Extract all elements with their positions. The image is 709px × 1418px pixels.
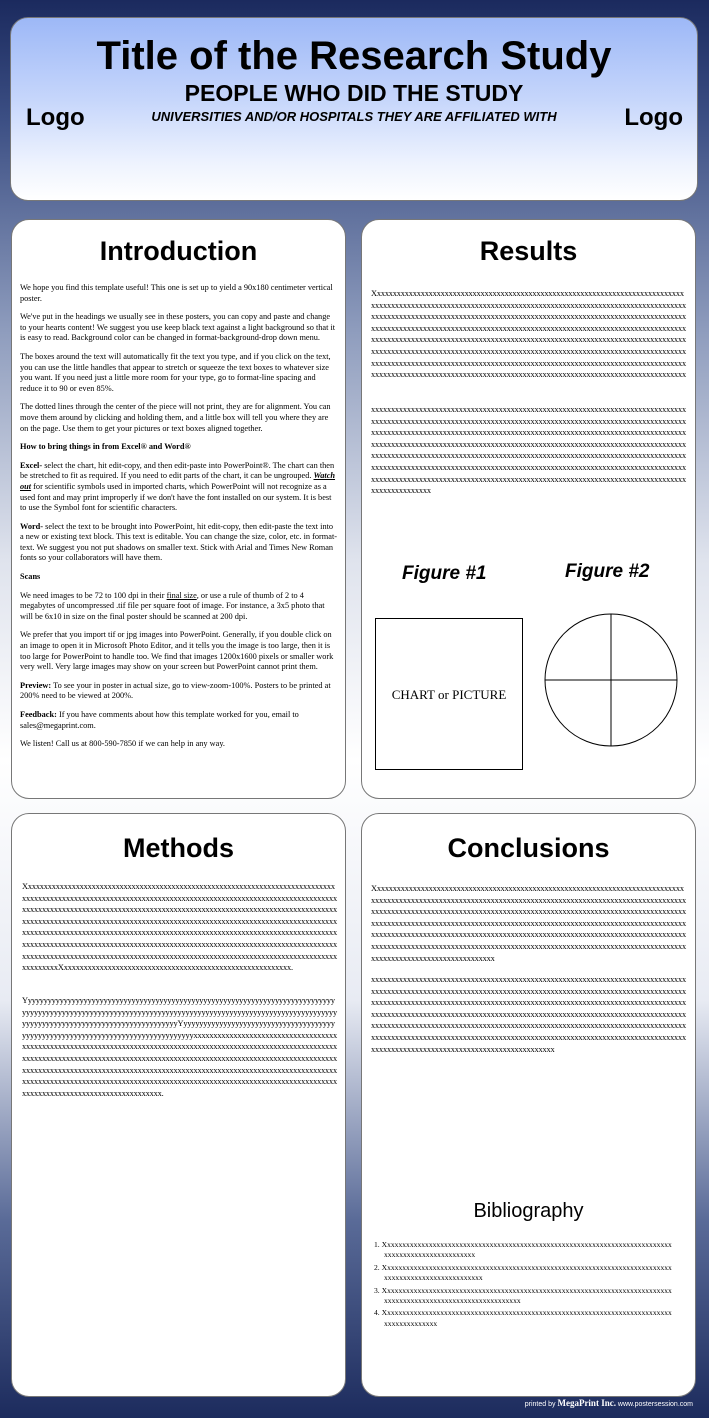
- bibliography-list: [372, 1240, 674, 1331]
- methods-paragraph-2: YyyyyyyyyyyyyyyyyyyyyyyyyyyyyyyyyyyyyyyyyyyyyyyyyyyyyyyyyyyyyyyyyyyyyyyyyyyyyyyyyyyyyyyyyyyyyyyyyyyyyyyyyyyyyyyyyyyyyyyyyyyyyyyyyyyyyyyyyyyyyyyyyyyyyyyyyyyyyyyyyyyyyyyyyyyyyyyyyyyyyyyyyyyyyyyyyyyyYyyyyyyyyyyyyyyyyyyyyyyyyyyyyyyyyyyyyyyyyyyyyyyyyyyyyyyyyyyyyyyyyyyyyyyyyyyyyyyyyyxxxxxxxxxxxxxxxxxxxxxxxxxxxxxxxxxxxxxxxxxxxxxxxxxxxxxxxxxxxxxxxxxxxxxxxxxxxxxxxxxxxxxxxxxxxxxxxxxxxxxxxxxxxxxxxxxxxxxxxxxxxxxxxxxxxxxxxxxxxxxxxxxxxxxxxxxxxxxxxxxxxxxxxxxxxxxxxxxxxxxxxxxxxxxxxxxxxxxxxxxxxxxxxxxxxxxxxxxxxxxxxxxxxxxxxxxxxxxxxxxxxxxxxxxxxxxxxxxxxxxxxxxxxxxxxxxxxxxxxxxxxxxxxxxxxxxxxxxxxxxxxxxxxxxxxxxxxxxxxxxxxxxxxxxxxxxxxxxxxxxxxxxxxxxxxxxxxxxxxxxxxxxxxxxxxxxxxxxxxxxxxxxxx.: [22, 996, 338, 1098]
- introduction-title: Introduction: [99, 236, 258, 266]
- results-title: Results: [479, 236, 578, 266]
- poster-authors: PEOPLE WHO DID THE STUDY: [184, 80, 524, 106]
- preview-text: To see your in poster in actual size, go to view-zoom-100%. Posters to be printed at 200% need to be viewed at 200%.: [20, 680, 331, 701]
- scans-heading: [20, 572, 337, 583]
- conclusions-panel: [361, 813, 696, 1397]
- results-panel: [361, 219, 696, 799]
- feedback-text: If you have comments about how this template worked for you, email to sales@megaprint.com.: [20, 710, 299, 730]
- excel-watch-out: Watch out: [20, 471, 336, 491]
- scans-paragraph: [20, 591, 337, 623]
- excel-paragraph: [20, 461, 337, 514]
- methods-panel: [11, 813, 346, 1397]
- footer-url: www.postersession.com: [617, 1401, 693, 1408]
- preview-paragraph: [20, 681, 337, 702]
- excel-text-a: select the chart, hit edit-copy, and then edit-paste into PowerPoint®. The chart can then be stretched to fit as required. If you need to edit parts of the chart, it can be ungrouped.: [20, 460, 335, 481]
- chart-placeholder-label: CHART or PICTURE: [391, 687, 507, 702]
- bibliography-item: 3. Xxxxxxxxxxxxxxxxxxxxxxxxxxxxxxxxxxxxxxxxxxxxxxxxxxxxxxxxxxxxxxxxxxxxxxxxxxxxxxxxxxxxxxxxxxxxxxxxxxxxxxxxxxxxxxxx: [374, 1285, 672, 1306]
- introduction-panel: [11, 219, 346, 799]
- word-label: Word-: [20, 521, 44, 531]
- conclusions-paragraph-1: Xxxxxxxxxxxxxxxxxxxxxxxxxxxxxxxxxxxxxxxxxxxxxxxxxxxxxxxxxxxxxxxxxxxxxxxxxxxxxxxxxxxxxxxxxxxxxxxxxxxxxxxxxxxxxxxxxxxxxxxxxxxxxxxxxxxxxxxxxxxxxxxxxxxxxxxxxxxxxxxxxxxxxxxxxxxxxxxxxxxxxxxxxxxxxxxxxxxxxxxxxxxxxxxxxxxxxxxxxxxxxxxxxxxxxxxxxxxxxxxxxxxxxxxxxxxxxxxxxxxxxxxxxxxxxxxxxxxxxxxxxxxxxxxxxxxxxxxxxxxxxxxxxxxxxxxxxxxxxxxxxxxxxxxxxxxxxxxxxxxxxxxxxxxxxxxxxxxxxxxxxxxxxxxxxxxxxxxxxxxxxxxxxxxxxxxxxxxxxxxxxxxxxxxxxxxxxxxxxxxxxxxxxxxxxxxxxxxxxxxxxxxxxxxxxxxxxxxxxxxxxxxxxxxxxxxxxxxxxxxxxxxxxxxxxxxxxxxxxxxxxxxx: [371, 884, 687, 963]
- intro-paragraph: The boxes around the text will automatically fit the text you type, and if you click on the text, you can use the little handles that appear to stretch or squeeze the text boxes to whatever size you want. If you need just a little more room for your type, go to format-line spacing and reduce it to 90 or even 85%.: [20, 351, 331, 393]
- bibliography-item: 1. Xxxxxxxxxxxxxxxxxxxxxxxxxxxxxxxxxxxxxxxxxxxxxxxxxxxxxxxxxxxxxxxxxxxxxxxxxxxxxxxxxxxxxxxxxxxxxxxxxxxx: [374, 1240, 672, 1260]
- intro-paragraph: We hope you find this template useful! This one is set up to yield a 90x180 centimeter vertical poster.: [20, 283, 333, 303]
- listen-paragraph: We listen! Call us at 800-590-7850 if we can help in any way.: [20, 739, 226, 749]
- figure-2-caption: Figure #2: [565, 561, 650, 582]
- intro-paragraph: The dotted lines through the center of the piece will not print, they are for alignment. You can move them around by clicking and holding them, and a little box will tell you where they are on the page. Use them to get your pictures or text boxes aligned together.: [20, 402, 331, 433]
- footer-printed-by: printed by: [524, 1401, 556, 1408]
- scans-heading-text: Scans: [20, 572, 41, 582]
- bibliography-item: 2. Xxxxxxxxxxxxxxxxxxxxxxxxxxxxxxxxxxxxxxxxxxxxxxxxxxxxxxxxxxxxxxxxxxxxxxxxxxxxxxxxxxxxxxxxxxxxxxxxxxxxxx: [374, 1262, 672, 1283]
- printer-footer: [525, 1398, 693, 1408]
- images-paragraph: We prefer that you import tif or jpg images into PowerPoint. Generally, if you double click on an image to open it in Microsoft Photo Editor, and it tells you the image is too large, then it is too large for PowerPoint to handle too. We find that images 1200x1600 pixels or smaller work very well. Very large images may show on your screen but PowerPoint cannot print them.: [20, 630, 334, 672]
- excel-text-b: for scientific symbols used in imported charts, which PowerPoint will not recognize as a used font and may print improperly if we don't have the font installed on our system. It is best to use the Symbol font for scientific characters.: [20, 481, 332, 513]
- preview-label: Preview:: [20, 680, 52, 690]
- scans-text-a: We need images to be 72 to 100 dpi in their: [20, 590, 167, 600]
- chart-placeholder-box: [375, 618, 523, 770]
- intro-paragraph: We've put in the headings we usually see in these posters, you can copy and paste and change to your hearts content! We suggest you use keep black text against a light background so that it is easy to read. Background color can be changed in format-background-drop down menu.: [20, 312, 336, 343]
- feedback-paragraph: [20, 710, 337, 731]
- scans-text-b: , or use a rule of thumb of 2 to 4 megabytes of uncompressed .tif file per square foot of image. For instance, a 3x5 photo that will be 6x10 in size on the final poster should be scanned at 200 dpi.: [20, 590, 325, 621]
- feedback-label: Feedback:: [20, 710, 57, 719]
- results-paragraph-1: Xxxxxxxxxxxxxxxxxxxxxxxxxxxxxxxxxxxxxxxxxxxxxxxxxxxxxxxxxxxxxxxxxxxxxxxxxxxxxxxxxxxxxxxxxxxxxxxxxxxxxxxxxxxxxxxxxxxxxxxxxxxxxxxxxxxxxxxxxxxxxxxxxxxxxxxxxxxxxxxxxxxxxxxxxxxxxxxxxxxxxxxxxxxxxxxxxxxxxxxxxxxxxxxxxxxxxxxxxxxxxxxxxxxxxxxxxxxxxxxxxxxxxxxxxxxxxxxxxxxxxxxxxxxxxxxxxxxxxxxxxxxxxxxxxxxxxxxxxxxxxxxxxxxxxxxxxxxxxxxxxxxxxxxxxxxxxxxxxxxxxxxxxxxxxxxxxxxxxxxxxxxxxxxxxxxxxxxxxxxxxxxxxxxxxxxxxxxxxxxxxxxxxxxxxxxxxxxxxxxxxxxxxxxxxxxxxxxxxxxxxxxxxxxxxxxxxxxxxxxxxxxxxxxxxxxxxxxxxxxxxxxxxxxxxxxxxxxxxxxxxxxxxxxxxxxxxxxxxxxxxxxxxxxxxxxxxxxxxxxxxxxxxxxxxxxxxxxxxxxxxxxxxxxxxxxxxxxxxxxxxxxxxxxxxxxxxxxxxxxxxxxxxxxxxxxxxxxxxxxxxxxxxxxxxxx: [371, 289, 687, 380]
- results-paragraph-2: xxxxxxxxxxxxxxxxxxxxxxxxxxxxxxxxxxxxxxxxxxxxxxxxxxxxxxxxxxxxxxxxxxxxxxxxxxxxxxxxxxxxxxxxxxxxxxxxxxxxxxxxxxxxxxxxxxxxxxxxxxxxxxxxxxxxxxxxxxxxxxxxxxxxxxxxxxxxxxxxxxxxxxxxxxxxxxxxxxxxxxxxxxxxxxxxxxxxxxxxxxxxxxxxxxxxxxxxxxxxxxxxxxxxxxxxxxxxxxxxxxxxxxxxxxxxxxxxxxxxxxxxxxxxxxxxxxxxxxxxxxxxxxxxxxxxxxxxxxxxxxxxxxxxxxxxxxxxxxxxxxxxxxxxxxxxxxxxxxxxxxxxxxxxxxxxxxxxxxxxxxxxxxxxxxxxxxxxxxxxxxxxxxxxxxxxxxxxxxxxxxxxxxxxxxxxxxxxxxxxxxxxxxxxxxxxxxxxxxxxxxxxxxxxxxxxxxxxxxxxxxxxxxxxxxxxxxxxxxxxxxxxxxxxxxxxxxxxxxxxxxxxxxxxxxxxxxxxxxxxxxxxxxxxxxxxxxxxxxxxxxxxxxxxxxxxxxxxxxxxxxxxxxxx: [371, 405, 687, 496]
- figure-1-caption: Figure #1: [402, 563, 487, 584]
- bibliography-title: Bibliography: [473, 1200, 584, 1222]
- logo-right: Logo: [624, 104, 683, 131]
- how-to-heading: [20, 442, 337, 453]
- word-text: select the text to be brought into PowerPoint, hit edit-copy, then edit-paste the text into a new or existing text block. This text is editable. You can change the size, color, etc. in format-text. We suggest you not put shadows on smaller text. Stick with Arial and Times New Roman fonts so your collaborators will have them.: [20, 521, 338, 563]
- conclusions-paragraph-2: xxxxxxxxxxxxxxxxxxxxxxxxxxxxxxxxxxxxxxxxxxxxxxxxxxxxxxxxxxxxxxxxxxxxxxxxxxxxxxxxxxxxxxxxxxxxxxxxxxxxxxxxxxxxxxxxxxxxxxxxxxxxxxxxxxxxxxxxxxxxxxxxxxxxxxxxxxxxxxxxxxxxxxxxxxxxxxxxxxxxxxxxxxxxxxxxxxxxxxxxxxxxxxxxxxxxxxxxxxxxxxxxxxxxxxxxxxxxxxxxxxxxxxxxxxxxxxxxxxxxxxxxxxxxxxxxxxxxxxxxxxxxxxxxxxxxxxxxxxxxxxxxxxxxxxxxxxxxxxxxxxxxxxxxxxxxxxxxxxxxxxxxxxxxxxxxxxxxxxxxxxxxxxxxxxxxxxxxxxxxxxxxxxxxxxxxxxxxxxxxxxxxxxxxxxxxxxxxxxxxxxxxxxxxxxxxxxxxxxxxxxxxxxxxxxxxxxxxxxxxxxxxxxxxxxxxxxxxxxxxxxxxxxxxxxxxxxxxxxxxxxxxxxxxxxxxxxxxxxxx: [371, 975, 687, 1054]
- introduction-body: [20, 283, 337, 758]
- bibliography-item: 4. Xxxxxxxxxxxxxxxxxxxxxxxxxxxxxxxxxxxxxxxxxxxxxxxxxxxxxxxxxxxxxxxxxxxxxxxxxxxxxxxxxxxxxxxxxx: [374, 1308, 672, 1328]
- poster-affiliations: UNIVERSITIES AND/OR HOSPITALS THEY ARE AFFILIATED WITH: [151, 109, 557, 124]
- poster-title: Title of the Research Study: [96, 34, 612, 78]
- footer-brand: MegaPrint Inc.: [557, 1398, 616, 1408]
- scans-final-size: final size: [166, 590, 197, 600]
- conclusions-title: Conclusions: [447, 833, 610, 863]
- methods-title: Methods: [123, 833, 234, 863]
- pie-placeholder: [543, 612, 679, 748]
- excel-label: Excel-: [20, 460, 43, 470]
- logo-left: Logo: [26, 104, 85, 131]
- how-to-heading-text: How to bring things in from Excel® and Word®: [20, 442, 191, 452]
- poster-header: [10, 17, 698, 201]
- word-paragraph: [20, 522, 337, 564]
- methods-paragraph-1: XxxxxxxxxxxxxxxxxxxxxxxxxxxxxxxxxxxxxxxxxxxxxxxxxxxxxxxxxxxxxxxxxxxxxxxxxxxxxxxxxxxxxxxxxxxxxxxxxxxxxxxxxxxxxxxxxxxxxxxxxxxxxxxxxxxxxxxxxxxxxxxxxxxxxxxxxxxxxxxxxxxxxxxxxxxxxxxxxxxxxxxxxxxxxxxxxxxxxxxxxxxxxxxxxxxxxxxxxxxxxxxxxxxxxxxxxxxxxxxxxxxxxxxxxxxxxxxxxxxxxxxxxxxxxxxxxxxxxxxxxxxxxxxxxxxxxxxxxxxxxxxxxxxxxxxxxxxxxxxxxxxxxxxxxxxxxxxxxxxxxxxxxxxxxxxxxxxxxxxxxxxxxxxxxxxxxxxxxxxxxxxxxxxxxxxxxxxxxxxxxxxxxxxxxxxxxxxxxxxxxxxxxxxxxxxxxxxxxxxxxxxxxxxxxxxxxxxxxxxxxxxxxxxxxxxxxxxxxxxxxxxxxxxxxxxxxxxxxxxxxxxxxxxxxxxxxxxxxxxxxxxxxxxxxxxxxxxxxxxxxxxxxxxxxxxxxxxxxxxxxXxxxxxxxxxxxxxxxxxxxxxxxxxxxxxxxxxxxxxxxxxxxxxxxxxxxxxxxxx.: [22, 882, 338, 973]
